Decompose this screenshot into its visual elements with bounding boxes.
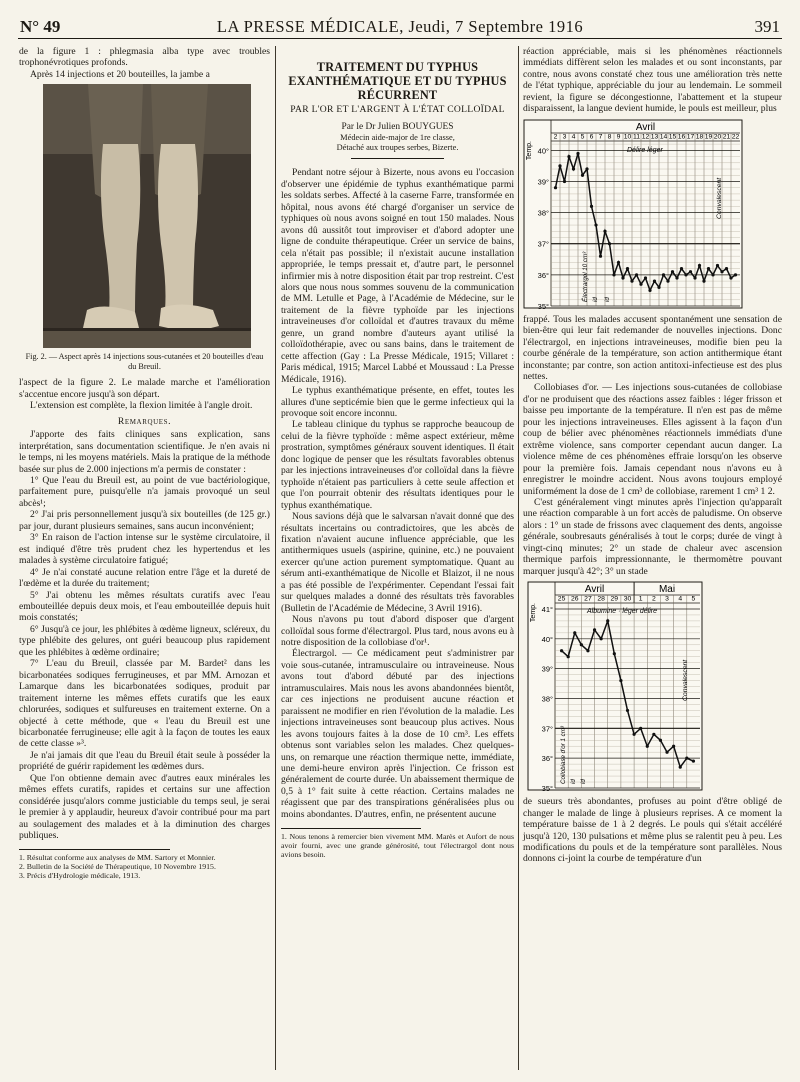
chart-annotation: Délire léger (627, 146, 663, 154)
temperature-point (563, 180, 566, 183)
temperature-point (593, 628, 596, 631)
temperature-point (586, 649, 589, 652)
temperature-point (729, 276, 732, 279)
chart-annotation: id (570, 779, 577, 785)
page-header (18, 14, 782, 39)
paragraph: réaction appréciable, mais si les phénomènes réactionnels immédiats diffèrent selon les malades et ou sont inconstants, par contre, nous avons constaté chez tous une amélioration très nette de l'état typhique, appréciable du jour au lendemain. Le sommeil revient, la figure se décongestionne, l'abattement et la stupeur disparaissent, la langue devient humide, le pouls est meilleur, plus (523, 46, 782, 115)
temperature-point (653, 279, 656, 282)
temperature-point (558, 164, 561, 167)
x-tick-label: 2 (553, 133, 558, 141)
temperature-point (630, 279, 633, 282)
paragraph: Nous savions déjà que le salvarsan n'avait donné que des résultats incertains ou contradictoires, que les abcès de fixation n'avaient aucune influence appréciable, que les antithermiques usuels (aspirine, quinine, etc.) ne pouvaient exercer qu'une action purement symptomatique. Quant au sérum anti-exanthématique de Nicolle et Blaizot, il ne nous a pas été possible de l'expérimenter. Cependant l'essai fait sur quelques malades a donné des résultats très favorables (Bulletin de l'Académie de Médecine, 3 Avril 1916). (281, 511, 514, 614)
temperature-point (585, 167, 588, 170)
paragraph: C'est généralement vingt minutes après l'injection qu'apparaît une réaction comparable à un fort accès de paludisme. On observe alors : 1° un stade de frissons avec claquement des dents, angoisse générale, soubresauts généralisés à tout le corps; durée de vingt à vingt-cinq minutes; 2° un stade de chaleur avec ascension thermique parfois impressionnante, le thermomètre pouvant marquer jusqu'à 42°; 3° un stade (523, 496, 782, 577)
temperature-point (580, 643, 583, 646)
chart-annotation: Collobiase d'or 1 cm³ (560, 726, 567, 785)
temperature-point (734, 273, 737, 276)
column-right (523, 46, 782, 865)
x-tick-label: 18 (695, 133, 704, 141)
temperature-point (632, 733, 635, 736)
paragraph: l'aspect de la figure 2. Le malade marche et l'amélioration s'accentue encore jusqu'à son départ. (19, 377, 270, 400)
paragraph: 4° Je n'ai constaté aucune relation entre l'âge et la dureté de l'œdème et la durée du traitement; (19, 566, 270, 590)
temperature-point (581, 173, 584, 176)
x-tick-label: 19 (704, 133, 713, 141)
temperature-point (689, 270, 692, 273)
paragraph: Après 14 injections et 20 bouteilles, la jambe a (30, 68, 210, 80)
temperature-point (560, 649, 563, 652)
temperature-point (594, 223, 597, 226)
x-tick-label: 6 (589, 133, 594, 141)
x-tick-label: 1 (638, 595, 643, 603)
x-tick-label: 3 (562, 133, 567, 141)
x-tick-label: 5 (691, 595, 696, 603)
column-divider (518, 46, 519, 1070)
footnote: 3. Précis d'Hydrologie médicale, 1913. (19, 871, 141, 881)
chart-annotation: Albumine · léger délire (587, 608, 658, 616)
legs-photo-illustration (43, 84, 251, 348)
temperature-point (648, 289, 651, 292)
footnote: 1. Nous tenons à remercier bien vivement MM. Marès et Aufort de nous avoir fourni, avec une grande générosité, tout l'électrargol dont nous avions besoin. (281, 832, 514, 860)
y-tick-label: 37° (537, 239, 549, 249)
y-tick-label: 39° (541, 664, 553, 674)
temperature-point (659, 739, 662, 742)
temperature-point (639, 282, 642, 285)
x-tick-label: 7 (598, 133, 603, 141)
temperature-point (702, 279, 705, 282)
y-tick-label: 40° (541, 634, 553, 644)
paragraph: L'extension est complète, la flexion limitée à l'angle droit. (30, 400, 253, 412)
temperature-point (716, 264, 719, 267)
x-tick-label: 16 (677, 133, 686, 141)
temperature-point (652, 733, 655, 736)
paragraph: Que l'on obtienne demain avec d'autres eaux minérales les mêmes effets curatifs, rapides et certains sur une affection considérée jusqu'alors comme justiciable du temps seul, je serai le premier à y applaudir, heureux d'avoir contribué pour ma part au soulagement des malades et à la diminution des charges publiques. (19, 772, 270, 842)
x-tick-label: 14 (659, 133, 668, 141)
x-tick-label: 4 (571, 133, 576, 141)
y-axis-label: Temp. (526, 140, 533, 160)
temperature-point (617, 261, 620, 264)
issue-number: N° 49 (20, 17, 61, 36)
article-author: Par le Dr Julien BOUYGUES (341, 122, 454, 132)
temperature-point (692, 760, 695, 763)
chart-annotation: id (604, 296, 611, 302)
paragraph: de sueurs très abondantes, profuses au point d'être obligé de changer le malade de linge à plusieurs reprises. A ce moment la température baisse de 1 à 2 degrés. Le pouls qui s'était accéléré jusqu'à 120, 130 pulsations et même plus se ralentit peu à peu. Les modifications du pouls et de la température sont parallèles. Nous donnons ci-joint la courbe de température d'un (523, 796, 782, 865)
x-tick-label: 10 (623, 133, 632, 141)
paragraph: 1° Que l'eau du Breuil est, au point de vue bactériologique, parfaitement pure, puisqu'elle n'a jamais provoqué un seul abcès¹; (19, 474, 270, 509)
temperature-point (684, 273, 687, 276)
chart-annotation: Électrargol 10 cm³ (582, 251, 589, 302)
temperature-point (707, 267, 710, 270)
article-title: TRAITEMENT DU TYPHUS EXANTHÉMATIQUE ET DU TYPHUS RÉCURRENT (288, 60, 507, 102)
paragraph: Le tableau clinique du typhus se rapproche beaucoup de celui de la fièvre typhoïde : même aspect extérieur, même prostration, symptômes généraux souvent identiques. Il était donc logique de penser que les résultats favorables obtenus par les injections intraveineuses d'or colloïdal dans la fièvre typhoïde n'étaient pas particuliers à cette seule affection et que l'on pourrait obtenir des résultats identiques pour le typhus exanthématique. (281, 419, 514, 511)
temperature-point (662, 273, 665, 276)
temperature-point (693, 276, 696, 279)
paragraph: 3° En raison de l'action intense sur le système circulatoire, il est indiqué d'être très prudent chez les hypertendus et les malades à système circulatoire fatigué; (19, 532, 270, 567)
temperature-point (698, 264, 701, 267)
temperature-point (672, 745, 675, 748)
title-rule (351, 158, 444, 159)
author-affiliation: Médecin aide-major de 1re classe, (340, 133, 455, 143)
x-tick-label: 28 (597, 595, 605, 603)
temperature-point (573, 631, 576, 634)
temperature-point (608, 242, 611, 245)
temperature-point (665, 751, 668, 754)
chart-month: Avril (584, 584, 605, 596)
x-tick-label: 20 (713, 133, 722, 141)
figure-photo (43, 84, 251, 348)
temperature-point (671, 270, 674, 273)
x-tick-label: 13 (650, 133, 659, 141)
temperature-point (576, 152, 579, 155)
y-tick-label: 36° (541, 754, 553, 764)
y-tick-label: 35° (541, 784, 553, 792)
footnote: 2. Bulletin de la Société de Thérapeutique, 10 Novembre 1915. (19, 862, 216, 872)
paragraph: Pendant notre séjour à Bizerte, nous avons eu l'occasion d'observer une épidémie de typhus exanthématique parmi les soldats serbes. Affecté à la caserne Farre, transformée en hôpital, nous avons été chargé d'organiser un service de typhiques où nous avons soigné en tout 150 malades. Nous avons dû aussitôt tout improviser et d'abord adopter une ligne de conduite thérapeutique. Créer un service de bains, cela n'était pas possible; il n'existait aucune installation appropriée, le temps pressait et, d'autre part, le personnel infirmier mis à notre disposition était par trop restreint. C'est alors que nous nous sommes souvenu de la communication de MM. Letulle et Page, à l'Académie de Médecine, sur le traitement de la fièvre typhoïde par les injections intraveineuses d'or colloïdal et d'autres travaux du même genre, un grand nombre d'auteurs ayant utilisé la colloïdothérapie, avec ou sans bains, dans le traitement de cette affection (Gay : La Presse Médicale, 1915; Villaret : Paris médical, 1915; Marcel Labbé et Moussaud : La Presse Médicale, 1916). (281, 167, 514, 385)
y-tick-label: 37° (541, 724, 553, 734)
y-axis-label: Temp. (530, 603, 537, 623)
paragraph: Le typhus exanthématique présente, en effet, toutes les allures d'une septicémie bien que le germe infectieux qui la provoque soit encore inconnu. (281, 385, 514, 419)
temperature-point (600, 637, 603, 640)
paragraph: Électrargol. — Ce médicament peut s'administrer par voie sous-cutanée, intramusculaire ou intraveineuse. Nous avons tout d'abord débuté par des injections intramusculaires. Mais nous les avons abandonnées bientôt, car ces injections ne produisent aucune réaction et paraissent ne modifier en rien l'évolution de la maladie. Les injections intraveineuses sont beaucoup plus actives. Nous les avons toujours faites à la dose de 10 cm³. Les effets obtenus sont variables selon les malades. Chez quelques-uns, on remarque une réaction thermique nette, immédiate, une demi-heure environ après l'injection. Ce frisson est généralement de courte durée. Un abaissement thermique de 0,5 à 1° fait suite à cette réaction. Certains malades ne réagissent que par des transpirations généralisées plus ou moins abondantes. D'autres, enfin, ne présentent aucune (281, 648, 514, 820)
figure-caption: Fig. 2. — Aspect après 14 injections sous-cutanées et 20 bouteilles d'eau du Breuil. (25, 352, 264, 371)
x-tick-label: 11 (632, 133, 641, 141)
y-tick-label: 40° (537, 146, 549, 156)
temperature-point (679, 766, 682, 769)
temperature-point (680, 267, 683, 270)
temperature-point (606, 619, 609, 622)
chart-annotation: id (580, 779, 587, 785)
y-tick-label: 38° (541, 694, 553, 704)
x-tick-label: 30 (623, 595, 632, 603)
temperature-point (612, 273, 615, 276)
temperature-point (554, 186, 557, 189)
chart-annotation: Convalescent (716, 177, 723, 219)
x-tick-label: 4 (678, 595, 683, 603)
temperature-point (619, 679, 622, 682)
chart-annotation: Convalescent (682, 659, 689, 702)
x-tick-label: 9 (616, 133, 621, 141)
temperature-point (711, 273, 714, 276)
paragraph: Nous n'avons pu tout d'abord disposer que d'argent colloïdal sous forme d'électrargol. Plus tard, nous avons eu à notre disposition de la collobiase d'or¹. (281, 614, 514, 649)
temperature-point (644, 276, 647, 279)
temperature-point (599, 254, 602, 257)
x-tick-label: 22 (731, 133, 740, 141)
footnote: 1. Résultat conforme aux analyses de MM. Sartory et Monnier. (19, 853, 216, 863)
x-tick-label: 17 (686, 133, 695, 141)
chart-month: Mai (658, 584, 676, 596)
newspaper-title: LA PRESSE MÉDICALE, Jeudi, 7 Septembre 1916 (216, 17, 584, 36)
column-divider (275, 46, 276, 1070)
temperature-point (639, 727, 642, 730)
temperature-point (685, 757, 688, 760)
x-tick-label: 12 (641, 133, 650, 141)
y-tick-label: 38° (537, 208, 549, 218)
x-tick-label: 25 (557, 595, 566, 603)
paragraph: 6° Jusqu'à ce jour, les phlébites à œdème ligneux, scléreux, du type phlébite des gelures, ont guéri beaucoup plus rapidement que les phlébites à œdème ordinaire; (19, 623, 270, 658)
paragraph: 2° J'ai pris personnellement jusqu'à six bouteilles (de 125 gr.) par jour, durant plusieurs semaines, sans aucun inconvénient; (19, 509, 270, 532)
paragraph: de la figure 1 : phlegmasia alba type avec troubles trophonévrotiques profonds. (19, 46, 270, 69)
article-subtitle: PAR L'OR ET L'ARGENT À L'ÉTAT COLLOÏDAL (290, 104, 505, 115)
x-tick-label: 5 (580, 133, 585, 141)
temperature-point (720, 270, 723, 273)
paragraph: Collobiases d'or. — Les injections sous-cutanées de collobiase d'or ne produisent que des réactions assez faibles : léger frisson et baisse peu importante de la température. Il n'en est pas de même pour les injections intraveineuses. Elles agissent à la façon d'un coup de bélier avec phénomènes réactionnels immédiats d'une extrême violence, sans comporter cependant aucun danger. La violence même de ces phénomènes effraie lorsqu'on les observe pour la première fois. Jamais cependant nous n'avons eu à enregistrer le moindre accident. Nous avons toujours employé uniformément la dose de 1 cm³ de collobiase, rarement 1 cm³ 1 2. (523, 382, 782, 497)
y-tick-label: 39° (537, 177, 549, 187)
temperature-point (657, 285, 660, 288)
temperature-point (626, 267, 629, 270)
temperature-point (590, 204, 593, 207)
section-heading: Remarques. (117, 415, 172, 427)
temperature-point (626, 709, 629, 712)
x-tick-label: 3 (665, 595, 669, 603)
paragraph: Je n'ai jamais dit que l'eau du Breuil était seule à posséder la propriété de guérir rapidement les œdèmes durs. (19, 749, 270, 773)
x-tick-label: 27 (584, 595, 592, 603)
paragraph: J'apporte des faits cliniques sans explication, sans interprétation, sans documentation scientifique. Je n'en avais ni le temps, ni les moyens matériels. Mais la pratique de la méthode basée sur plus de 2.000 injections m'a permis de constater : (19, 429, 270, 475)
x-tick-label: 26 (570, 595, 579, 603)
chart-month: Avril (635, 121, 656, 133)
x-tick-label: 21 (722, 133, 731, 141)
temperature-chart-2 (527, 581, 703, 791)
x-tick-label: 29 (610, 595, 619, 603)
temperature-point (603, 229, 606, 232)
temperature-point (613, 652, 616, 655)
temperature-point (635, 273, 638, 276)
paragraph: frappé. Tous les malades accusent spontanément une sensation de bien-être qui leur fait redemander de nouvelles injections. Donc l'électrargol, en injections intraveineuses, modifie bien peu la courbe générale de la température, son action antithermique étant inconstante; par contre, son action antitoxi-infectieuse est des plus nettes. (523, 313, 782, 382)
y-tick-label: 35° (537, 301, 549, 309)
chart-annotation: id (592, 296, 599, 302)
temperature-point (621, 276, 624, 279)
temperature-point (567, 655, 570, 658)
paragraph: 7° L'eau du Breuil, classée par M. Bardet² dans les bicarbonatées sodiques ferrugineuses, et par MM. Arnozan et Lamarque dans les bicarbonatées sodiques, produit par traitement interne les mêmes effets curatifs que les eaux chlorurées, sodiques et sulfureuses en traitement externe. On a objecté à cette méthode, que « l'eau du Breuil est une bicarbonatée ferrugineuse; elle agit à la façon de toutes les eaux de cette classe »³. (19, 658, 270, 750)
temperature-point (567, 155, 570, 158)
temperature-point (675, 276, 678, 279)
temperature-point (572, 167, 575, 170)
paragraph: 5° J'ai obtenu les mêmes résultats curatifs avec l'eau embouteillée depuis deux mois, et l'eau embouteillée depuis huit mois constatés; (19, 589, 270, 624)
x-tick-label: 2 (651, 595, 656, 603)
temperature-point (725, 267, 728, 270)
temperature-point (666, 279, 669, 282)
temperature-point (646, 745, 649, 748)
y-tick-label: 36° (537, 270, 549, 280)
temperature-chart-1 (523, 119, 743, 309)
y-tick-label: 41° (541, 605, 553, 615)
author-affiliation: Détaché aux troupes serbes, Bizerte. (336, 143, 459, 153)
page-number: 391 (754, 17, 780, 36)
x-tick-label: 8 (607, 133, 612, 141)
x-tick-label: 15 (668, 133, 677, 141)
column-left (19, 46, 270, 880)
column-middle (281, 46, 514, 859)
